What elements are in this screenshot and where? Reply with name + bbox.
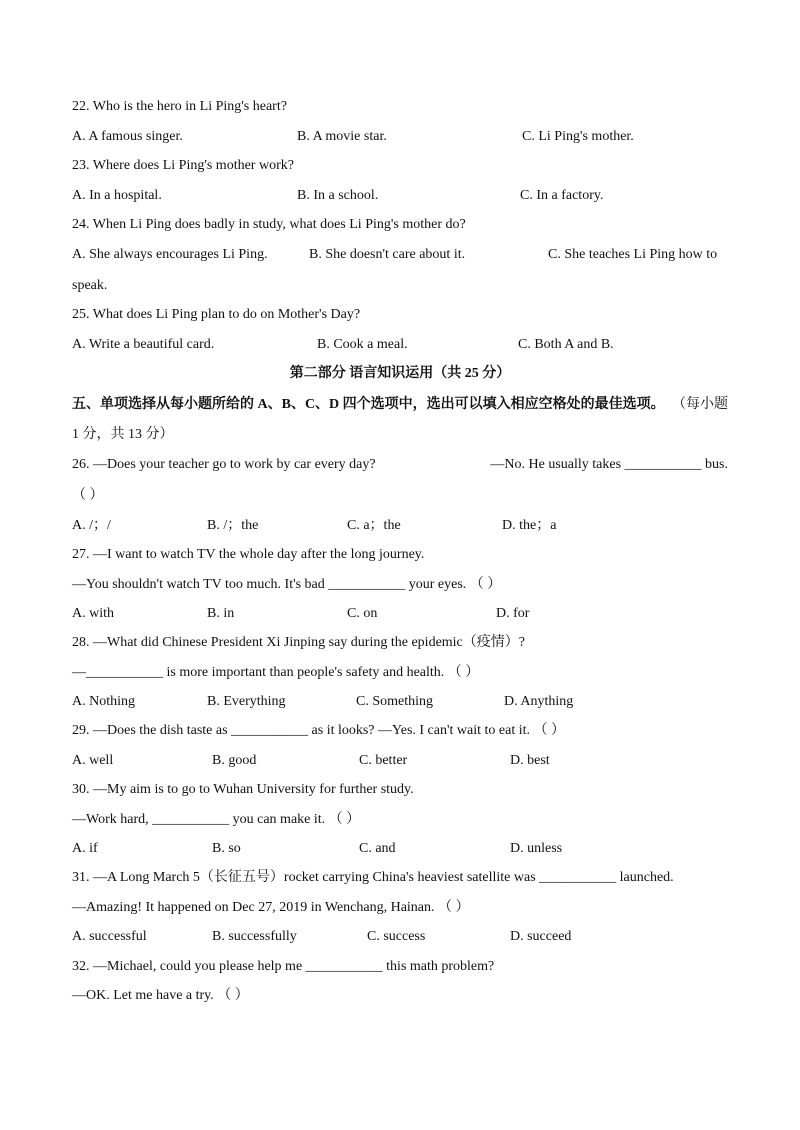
question-30-options bbox=[72, 839, 728, 859]
option-b: B. in bbox=[207, 606, 235, 621]
option-b: B. /；the bbox=[207, 518, 259, 533]
question-27-options bbox=[72, 604, 728, 624]
question-26-prompt: 26. —Does your teacher go to work by car every day? bbox=[72, 457, 376, 472]
option-b: B. Cook a meal. bbox=[317, 337, 408, 352]
question-28-stem: 28. —What did Chinese President Xi Jinping say during the epidemic（疫情）? bbox=[72, 635, 525, 650]
question-27-stem: 27. —I want to watch TV the whole day after the long journey. bbox=[72, 547, 425, 562]
option-a: A. successful bbox=[72, 929, 147, 944]
option-c: C. and bbox=[359, 841, 396, 856]
instruction-tail: （每小题 bbox=[672, 397, 728, 412]
question-27-reply: —You shouldn't watch TV too much. It's bad ___________ your eyes. （ ） bbox=[72, 577, 502, 592]
option-d: D. succeed bbox=[510, 929, 572, 944]
option-b: B. Everything bbox=[207, 694, 286, 709]
question-29-options bbox=[72, 751, 728, 771]
question-24-options bbox=[72, 245, 728, 265]
section-5-scoring: 1 分，共 13 分） bbox=[72, 427, 174, 442]
question-22-options bbox=[72, 127, 728, 147]
option-b: B. successfully bbox=[212, 929, 297, 944]
question-22-stem: 22. Who is the hero in Li Ping's heart? bbox=[72, 99, 287, 114]
question-32-stem: 32. —Michael, could you please help me ___________ this math problem? bbox=[72, 959, 495, 974]
question-24-stem: 24. When Li Ping does badly in study, what does Li Ping's mother do? bbox=[72, 217, 466, 232]
section-5-instruction bbox=[72, 395, 728, 415]
option-c: C. on bbox=[347, 606, 378, 621]
question-30-reply: —Work hard, ___________ you can make it. （ ） bbox=[72, 812, 361, 827]
question-23-stem: 23. Where does Li Ping's mother work? bbox=[72, 158, 294, 173]
option-c: C. She teaches Li Ping how to bbox=[548, 247, 718, 262]
question-25-options bbox=[72, 335, 728, 355]
option-a: A. if bbox=[72, 841, 98, 856]
option-a: A. A famous singer. bbox=[72, 129, 183, 144]
option-c: C. better bbox=[359, 753, 408, 768]
option-a: A. She always encourages Li Ping. bbox=[72, 247, 268, 262]
option-a: A. Write a beautiful card. bbox=[72, 337, 215, 352]
question-30-stem: 30. —My aim is to go to Wuhan University for further study. bbox=[72, 782, 414, 797]
question-28-reply: —___________ is more important than people's safety and health. （ ） bbox=[72, 665, 480, 680]
option-b: B. good bbox=[212, 753, 257, 768]
answer-parentheses: （ ） bbox=[72, 488, 104, 503]
option-a: A. In a hospital. bbox=[72, 188, 162, 203]
option-d: D. best bbox=[510, 753, 550, 768]
option-d: D. unless bbox=[510, 841, 563, 856]
option-a: A. with bbox=[72, 606, 114, 621]
option-c: C. a；the bbox=[347, 518, 401, 533]
question-26-reply: —No. He usually takes ___________ bus. bbox=[490, 457, 728, 472]
part-2-title: 第二部分 语言知识运用（共 25 分） bbox=[289, 366, 511, 381]
question-25-stem: 25. What does Li Ping plan to do on Mother's Day? bbox=[72, 307, 361, 322]
question-28-options bbox=[72, 692, 728, 712]
question-24-continuation: speak. bbox=[72, 278, 108, 293]
option-b: B. A movie star. bbox=[297, 129, 387, 144]
question-31-stem: 31. —A Long March 5（长征五号）rocket carrying China's heaviest satellite was ___________ launched. bbox=[72, 870, 674, 885]
option-d: D. the；a bbox=[502, 518, 557, 533]
option-b: B. so bbox=[212, 841, 241, 856]
option-a: A. well bbox=[72, 753, 114, 768]
option-a: A. /；/ bbox=[72, 518, 111, 533]
question-26-options bbox=[72, 516, 728, 536]
question-26-stem bbox=[72, 455, 728, 475]
option-d: D. for bbox=[496, 606, 530, 621]
option-b: B. In a school. bbox=[297, 188, 379, 203]
option-a: A. Nothing bbox=[72, 694, 135, 709]
question-31-reply: —Amazing! It happened on Dec 27, 2019 in Wenchang, Hainan. （ ） bbox=[72, 900, 470, 915]
option-c: C. In a factory. bbox=[520, 188, 604, 203]
question-29-stem: 29. —Does the dish taste as ___________ as it looks? —Yes. I can't wait to eat it. （ ） bbox=[72, 723, 565, 738]
instruction-bold: 五、单项选择从每小题所给的 A、B、C、D 四个选项中，选出可以填入相应空格处的最佳选项。 bbox=[72, 397, 665, 412]
option-b: B. She doesn't care about it. bbox=[309, 247, 466, 262]
question-32-reply: —OK. Let me have a try. （ ） bbox=[72, 988, 249, 1003]
option-c: C. Both A and B. bbox=[518, 337, 614, 352]
option-d: D. Anything bbox=[504, 694, 574, 709]
question-23-options bbox=[72, 186, 728, 206]
option-c: C. Li Ping's mother. bbox=[522, 129, 634, 144]
option-c: C. Something bbox=[356, 694, 434, 709]
option-c: C. success bbox=[367, 929, 426, 944]
question-31-options bbox=[72, 927, 728, 947]
